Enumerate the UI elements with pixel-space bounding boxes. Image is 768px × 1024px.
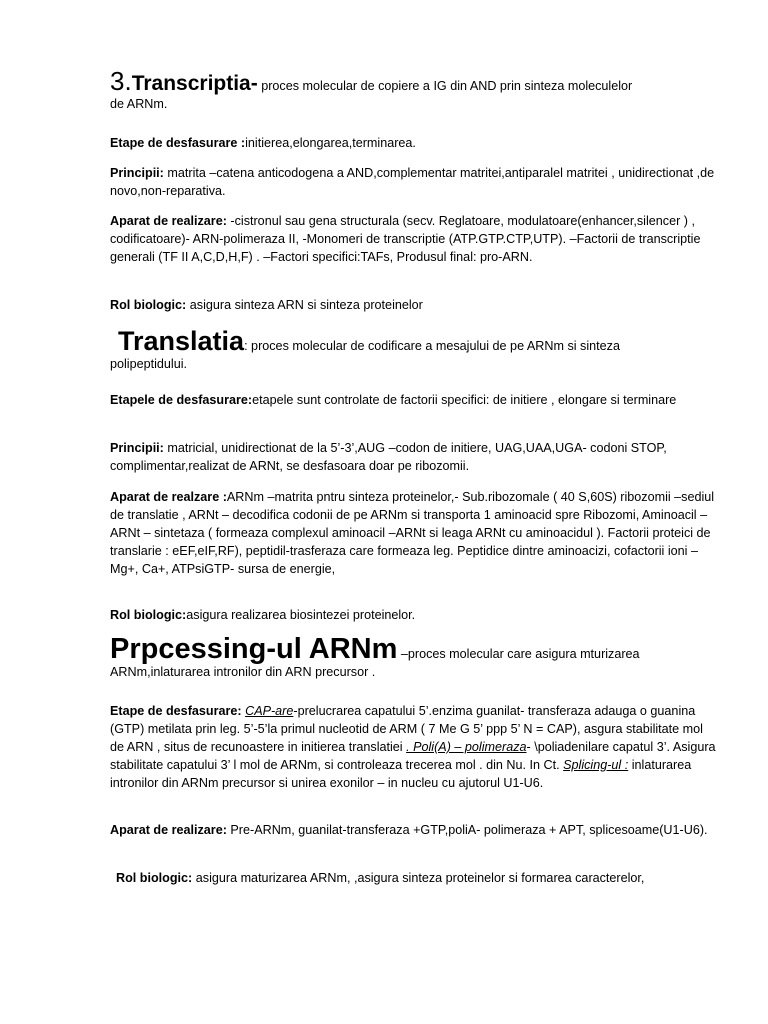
aparat-label: Aparat de realzare :: [110, 490, 227, 504]
etape-text-c: inlaturarea intronilor din ARNm precursor si unirea exonilor – in nucleu cu ajutorul U1-U6.: [110, 758, 692, 790]
transcriptia-aparat: [110, 212, 720, 266]
aparat-label: Aparat de realizare:: [110, 823, 227, 837]
rol-label: Rol biologic:: [116, 871, 193, 885]
etape-text-a: -prelucrarea capatului 5’.enzima guanilat- transferaza adauga o guanina (GTP) metilata prin leg. 5’-5’la primul nucleotid de ARM ( 7 Me G 5’ ppp 5’ N = CAP), asgura stabilitate mol de ARN , situs de recunoastere in initierea translatiei: [110, 704, 703, 754]
transcriptia-title: Transcriptia-: [131, 72, 258, 95]
etape-text-b: - \poliadenilare capatul 3’. Asigura stabilitate capatului 3’ l mol de ARNm, si controleaza trecerea mol . din Nu. In Ct.: [110, 740, 716, 772]
etape-label: Etape de desfasurare:: [110, 704, 242, 718]
aparat-label: Aparat de realizare:: [110, 214, 227, 228]
etape-label: Etape de desfasurare :: [110, 136, 246, 150]
etape-text: initierea,elongarea,terminarea.: [245, 136, 416, 150]
aparat-text: ARNm –matrita pntru sinteza proteinelor,- Sub.ribozomale ( 40 S,60S) ribozomii –sediul de translatie , ARNt – decodifica codonii de pe ARNm si transporta 1 aminoacid spre Ribozomi, Aminoacil –ARNt – sintetaza ( formeaza complexul aminoacil –ARNt si leaga ARNt cu aminoacidul ). Factorii proteici de translarie : eEF,eIF,RF), peptidil-trasferaza care formeaza leg. Peptidice dintre aminoacizi, cofactorii ioni –Mg+, Ca+, ATPsiGTP- sursa de energie,: [110, 490, 715, 576]
principii-label: Principii:: [110, 166, 164, 180]
principii-text: matrita –catena anticodogena a AND,complementar matritei,antiparalel matritei , unidirectionat ,de novo,non-reparativa.: [110, 166, 715, 198]
processing-heading: [110, 633, 720, 681]
translatia-intro-cont: polipeptidului.: [110, 357, 188, 371]
translatia-principii: [110, 439, 720, 475]
aparat-text: -cistronul sau gena structurala (secv. Reglatoare, modulatoare(enhancer,silencer ) , codificatoare)- ARN-polimeraza II, -Monomeri de transcriptie (ATP.GTP.CTP,UTP). –Factorii de transcriptie generali (TF II A,C,D,H,F) . –Factori specifici:TAFs, Produsul final: pro-ARN.: [110, 214, 701, 264]
transcriptia-etape: [110, 134, 720, 152]
processing-intro-cont: ARNm,inlaturarea intronilor din ARN precursor .: [110, 665, 376, 679]
aparat-text: Pre-ARNm, guanilat-transferaza +GTP,poliA- polimeraza + APT, splicesoame(U1-U6).: [226, 823, 708, 837]
section-number: 3.: [110, 66, 132, 96]
transcriptia-heading: [110, 66, 720, 113]
rol-text: asigura maturizarea ARNm, ,asigura sinteza proteinelor si formarea caracterelor,: [192, 871, 645, 885]
transcriptia-principii: [110, 164, 720, 200]
rol-label: Rol biologic:: [110, 608, 187, 622]
principii-label: Principii:: [110, 441, 164, 455]
splicing-term: Splicing-ul :: [563, 758, 629, 772]
rol-text: asigura realizarea biosintezei proteinelor.: [186, 608, 416, 622]
cap-term: CAP-are: [245, 704, 294, 718]
principii-text: matricial, unidirectionat de la 5’-3’,AUG –codon de initiere, UAG,UAA,UGA- codoni STOP, complimentar,realizat de ARNt, se desfasoara doar pe ribozomii.: [110, 441, 667, 473]
poli-a-term: . Poli(A) – polimeraza: [406, 740, 527, 754]
rol-text: asigura sinteza ARN si sinteza proteinelor: [186, 298, 423, 312]
translatia-etape: [110, 391, 720, 409]
etape-text: etapele sunt controlate de factorii specifici: de initiere , elongare si terminare: [252, 393, 677, 407]
translatia-intro: : proces molecular de codificare a mesajului de pe ARNm si sinteza: [244, 339, 620, 353]
processing-intro: –proces molecular care asigura mturizarea: [397, 647, 640, 661]
etape-label: Etapele de desfasurare:: [110, 393, 253, 407]
translatia-rol: [110, 606, 720, 624]
processing-title: Prpcessing-ul ARNm: [110, 633, 398, 665]
transcriptia-intro: proces molecular de copiere a IG din AND prin sinteza moleculelor: [257, 79, 633, 93]
rol-label: Rol biologic:: [110, 298, 187, 312]
processing-etape: [110, 702, 720, 792]
translatia-aparat: [110, 488, 720, 578]
transcriptia-rol: [110, 296, 720, 314]
processing-aparat: [110, 821, 720, 839]
translatia-heading: [110, 326, 720, 373]
translatia-title: Translatia: [118, 326, 245, 356]
processing-rol: [110, 869, 720, 887]
transcriptia-intro-cont: de ARNm.: [110, 97, 168, 111]
